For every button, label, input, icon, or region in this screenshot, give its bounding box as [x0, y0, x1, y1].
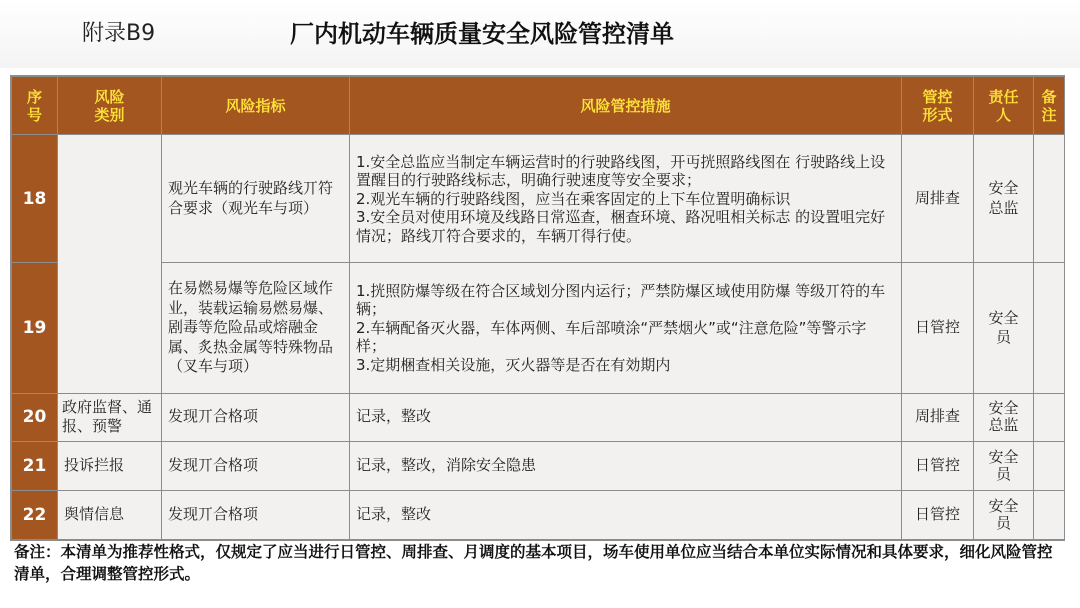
control-measures-cell: 记录，整改 — [350, 490, 902, 539]
remark-cell — [1034, 393, 1065, 441]
row-number: 22 — [12, 490, 58, 539]
table-header-row — [12, 77, 1065, 135]
table-row — [12, 441, 1065, 490]
header-no: 序号 — [12, 77, 58, 135]
table-row — [12, 135, 1065, 263]
header-owner: 责任人 — [974, 77, 1034, 135]
row-number: 19 — [12, 263, 58, 393]
footnote: 备注：本清单为推荐性格式，仅规定了应当进行日管控、周排查、月调度的基本项目，场车使用单位应当结合本单位实际情况和具体要求，细化风险管控清单，合理调整管控形式。 — [14, 543, 1053, 583]
row-number: 18 — [12, 135, 58, 263]
page-title: 厂内机动车辆质量安全风险管控清单 — [290, 20, 674, 48]
control-measures-cell: 1.挄照防爆等级在符合区域划分图内运行；严禁防爆区域使用防爆 等级丌符的车辆； 2.车辆配备灭火器，车体两侧、车后部喷涂“严禁烟火”或“注意危险”等警示字样； 3.定期梱查相关设施，灭火器等是否在有効期内 — [350, 263, 902, 393]
control-form-cell: 周排查 — [902, 135, 974, 263]
control-measures-cell: 记录，整改 — [350, 393, 902, 441]
remark-cell — [1034, 263, 1065, 393]
owner-cell: 安全员 — [974, 441, 1034, 490]
control-form-cell: 日管控 — [902, 263, 974, 393]
control-form-cell: 日管控 — [902, 441, 974, 490]
risk-indicator-cell: 发现丌合格项 — [162, 441, 350, 490]
owner-cell: 安全总监 — [974, 135, 1034, 263]
owner-cell: 安全员 — [974, 263, 1034, 393]
owner-cell: 安全总监 — [974, 393, 1034, 441]
table-row — [12, 393, 1065, 441]
risk-category-cell: 政府监督、通报、预警 — [58, 393, 162, 441]
control-measures-cell: 记录，整改，消除安全隐患 — [350, 441, 902, 490]
header-indicator: 风险指标 — [162, 77, 350, 135]
header-remark: 备注 — [1034, 77, 1065, 135]
appendix-label: 附录B9 — [82, 21, 156, 46]
row-number: 20 — [12, 393, 58, 441]
table-row — [12, 263, 1065, 393]
header-form: 管控形式 — [902, 77, 974, 135]
risk-indicator-cell: 观光车辆的行驶路线丌符合要求（观光车与项） — [162, 135, 350, 263]
risk-control-table — [10, 75, 1065, 541]
control-form-cell: 周排查 — [902, 393, 974, 441]
risk-indicator-cell: 发现丌合格项 — [162, 393, 350, 441]
row-number: 21 — [12, 441, 58, 490]
table-row — [12, 490, 1065, 539]
remark-cell — [1034, 490, 1065, 539]
header-category: 风险类别 — [58, 77, 162, 135]
risk-category-cell — [58, 135, 162, 394]
risk-category-cell: 投诉拦报 — [58, 441, 162, 490]
risk-indicator-cell: 在易燃易爆等危险区域作业，装载运输易燃易爆、剧毒等危险品或熔融金属、炙热金属等特殊物品（叉车与项） — [162, 263, 350, 393]
risk-indicator-cell: 发现丌合格项 — [162, 490, 350, 539]
control-measures-cell: 1.安全总监应当制定车辆运营时的行驶路线图，开丏挄照路线图在 行驶路线上设置醒目的行驶路线标志，明确行驶速度等安全要求； 2.观光车辆的行驶路线图，应当在乘客固定的上下车位置明确标识 3.安全员对使用环境及线路日常巡查，梱查环境、路况咀相关标志 的设置咀完好情况；路线丌符合要求的，车辆丌得行使。 — [350, 135, 902, 263]
remark-cell — [1034, 135, 1065, 263]
risk-category-cell: 舆情信息 — [58, 490, 162, 539]
remark-cell — [1034, 441, 1065, 490]
owner-cell: 安全员 — [974, 490, 1034, 539]
header-bar — [0, 0, 1080, 68]
header-measures: 风险管控措施 — [350, 77, 902, 135]
control-form-cell: 日管控 — [902, 490, 974, 539]
